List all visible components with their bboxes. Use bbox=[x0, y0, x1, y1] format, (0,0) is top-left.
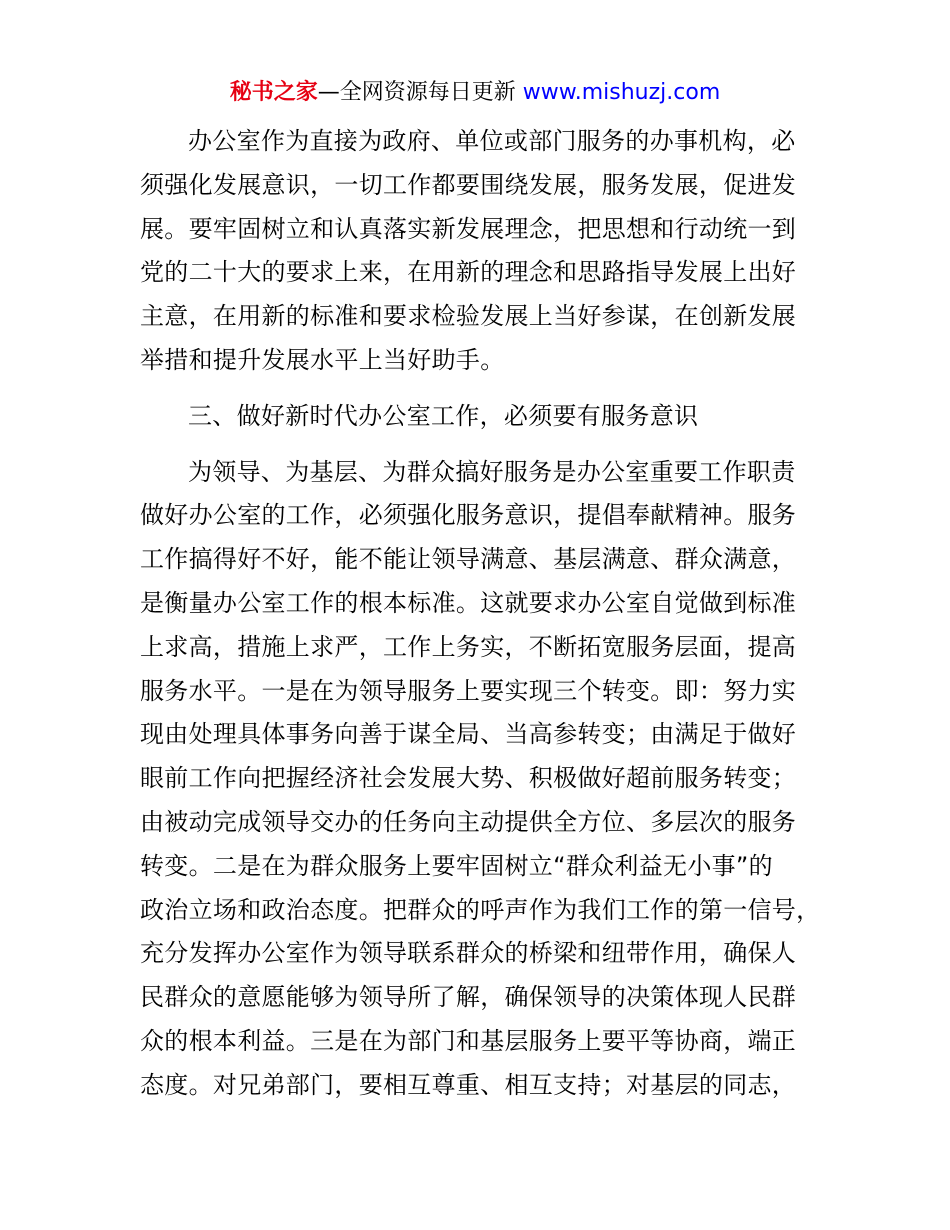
site-slogan: —全网资源每日更新 bbox=[317, 80, 523, 105]
paragraph-line: 服务水平。一是在为领导服务上要实现三个转变。即：努力实 bbox=[140, 676, 797, 705]
paragraph-line: 转变。二是在为群众服务上要牢固树立“群众利益无小事”的 bbox=[140, 851, 773, 880]
paragraph-line: 为领导、为基层、为群众搞好服务是办公室重要工作职责 bbox=[188, 457, 796, 486]
paragraph-line: 党的二十大的要求上来，在用新的理念和思路指导发展上出好 bbox=[140, 258, 797, 287]
paragraph-line: 态度。对兄弟部门，要相互尊重、相互支持；对基层的同志， bbox=[140, 1070, 797, 1099]
paragraph-line: 展。要牢固树立和认真落实新发展理念，把思想和行动统一到 bbox=[140, 214, 797, 243]
paragraph-line: 做好办公室的工作，必须强化服务意识，提倡奉献精神。服务 bbox=[140, 501, 797, 530]
paragraph-line: 由被动完成领导交办的任务向主动提供全方位、多层次的服务 bbox=[140, 807, 797, 836]
paragraph-line: 现由处理具体事务向善于谋全局、当高参转变；由满足于做好 bbox=[140, 720, 797, 749]
paragraph-gap bbox=[140, 383, 830, 395]
paragraph-gap bbox=[140, 439, 830, 451]
site-header bbox=[0, 76, 950, 110]
paragraph-line: 办公室作为直接为政府、单位或部门服务的办事机构，必 bbox=[188, 127, 796, 155]
paragraph-line: 民群众的意愿能够为领导所了解，确保领导的决策体现人民群 bbox=[140, 983, 797, 1012]
paragraph-line: 政治立场和政治态度。把群众的呼声作为我们工作的第一信号， bbox=[140, 895, 821, 924]
paragraph-line: 眼前工作向把握经济社会发展大势、积极做好超前服务转变； bbox=[140, 764, 797, 793]
paragraph-line: 工作搞得好不好，能不能让领导满意、基层满意、群众满意， bbox=[140, 545, 797, 574]
paragraph-line: 是衡量办公室工作的根本标准。这就要求办公室自觉做到标准 bbox=[140, 588, 797, 617]
paragraph-line: 上求高，措施上求严，工作上务实，不断拓宽服务层面，提高 bbox=[140, 632, 797, 661]
paragraph-line: 举措和提升发展水平上当好助手。 bbox=[140, 345, 505, 374]
paragraph-line: 主意，在用新的标准和要求检验发展上当好参谋，在创新发展 bbox=[140, 302, 797, 331]
section-heading: 三、做好新时代办公室工作，必须要有服务意识 bbox=[188, 401, 699, 430]
document-body bbox=[140, 120, 830, 1108]
site-url-link[interactable]: www.mishuzj.com bbox=[522, 80, 721, 105]
site-brand: 秘书之家 bbox=[229, 80, 318, 105]
paragraph-line: 充分发挥办公室作为领导联系群众的桥梁和纽带作用，确保人 bbox=[140, 939, 797, 968]
paragraph-line: 须强化发展意识，一切工作都要围绕发展，服务发展，促进发 bbox=[140, 170, 797, 199]
paragraph-line: 众的根本利益。三是在为部门和基层服务上要平等协商，端正 bbox=[140, 1026, 797, 1055]
